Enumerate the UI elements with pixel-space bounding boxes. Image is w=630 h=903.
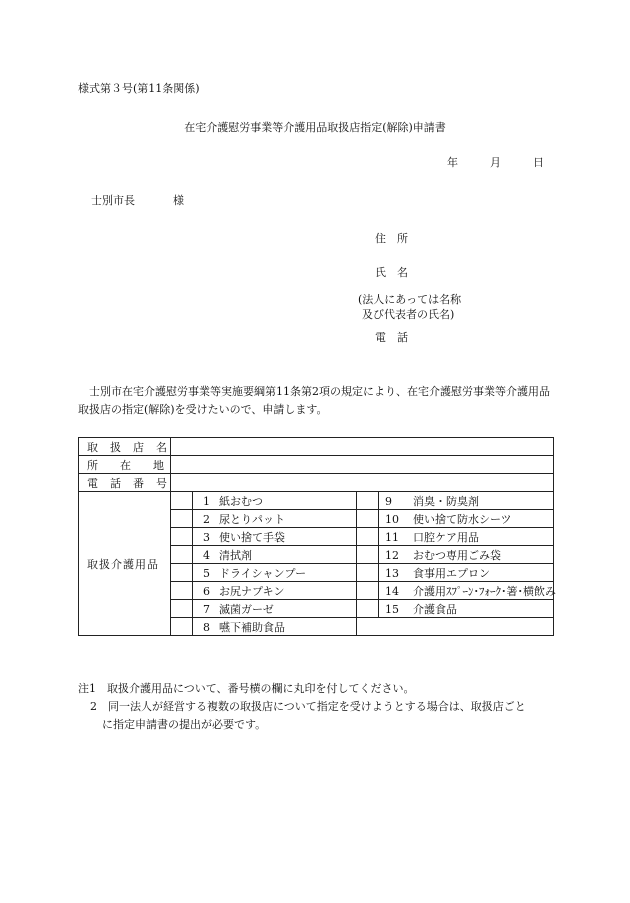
date-day: 日: [533, 156, 544, 169]
items-row: [79, 492, 554, 510]
application-table: [78, 437, 554, 636]
item-left: 4 清拭剤: [193, 546, 357, 564]
applicant-corporate-note: [358, 292, 461, 322]
store-name-field[interactable]: [171, 438, 554, 456]
item-mark-cell[interactable]: [357, 528, 379, 546]
form-number: 様式第３号(第11条関係): [78, 82, 200, 95]
note-1: 注1 取扱介護用品について、番号横の欄に丸印を付してください。: [78, 682, 415, 695]
note-2: [90, 698, 554, 734]
item-left: 1 紙おむつ: [193, 492, 357, 510]
applicant-address-label: 住 所: [375, 232, 408, 245]
store-name-label: 取扱店名: [79, 438, 171, 456]
item-right: 15 介護食品: [379, 600, 554, 618]
document-title: 在宅介護慰労事業等介護用品取扱店指定(解除)申請書: [184, 121, 446, 134]
item-mark-cell[interactable]: [171, 510, 193, 528]
item-left: 6 お尻ナプキン: [193, 582, 357, 600]
location-label: 所在地: [79, 456, 171, 474]
phone-row: [79, 474, 554, 492]
corporate-note-line2: 及び代表者の氏名): [362, 308, 455, 321]
item-left: 5 ドライシャンプー: [193, 564, 357, 582]
item-mark-cell[interactable]: [357, 564, 379, 582]
item-mark-cell[interactable]: [357, 492, 379, 510]
item-left: 3 使い捨て手袋: [193, 528, 357, 546]
addressee-name: 士別市長: [91, 194, 135, 207]
items-label: 取扱介護用品: [79, 492, 171, 636]
item-mark-cell[interactable]: [357, 510, 379, 528]
store-name-row: [79, 438, 554, 456]
corporate-note-line1: (法人にあっては名称: [358, 293, 462, 306]
item-mark-cell[interactable]: [357, 546, 379, 564]
item-mark-cell[interactable]: [357, 582, 379, 600]
applicant-phone-label: 電 話: [375, 331, 408, 344]
applicant-name-label: 氏 名: [375, 266, 408, 279]
date-month: 月: [490, 156, 501, 169]
empty-cell: [357, 618, 554, 636]
date-line: [447, 156, 544, 170]
item-mark-cell[interactable]: [171, 564, 193, 582]
item-right: 9 消臭・防臭剤: [379, 492, 554, 510]
item-mark-cell[interactable]: [171, 492, 193, 510]
note-2-line1: 2 同一法人が経営する複数の取扱店について指定を受けようとする場合は、取扱店ごと: [90, 700, 526, 713]
note-2-line2: に指定申請書の提出が必要です。: [102, 718, 267, 731]
item-mark-cell[interactable]: [171, 600, 193, 618]
item-mark-cell[interactable]: [357, 600, 379, 618]
item-right: 14 介護用ｽﾌﾟｰﾝ･ﾌｫｰｸ･箸･横飲み: [379, 582, 554, 600]
item-left: 7 滅菌ガーゼ: [193, 600, 357, 618]
addressee-honorific: 様: [173, 194, 184, 207]
item-left: 8 嚥下補助食品: [193, 618, 357, 636]
item-right: 10 使い捨て防水シーツ: [379, 510, 554, 528]
item-mark-cell[interactable]: [171, 618, 193, 636]
item-mark-cell[interactable]: [171, 582, 193, 600]
item-left: 2 尿とりパット: [193, 510, 357, 528]
item-mark-cell[interactable]: [171, 528, 193, 546]
item-right: 11 口腔ケア用品: [379, 528, 554, 546]
item-right: 13 食事用エプロン: [379, 564, 554, 582]
request-body-text: 士別市在宅介護慰労事業等実施要綱第11条第2項の規定により、在宅介護慰労事業等介護用品取扱店の指定(解除)を受けたいので、申請します。: [78, 385, 550, 416]
phone-field[interactable]: [171, 474, 554, 492]
addressee: [91, 194, 184, 208]
location-field[interactable]: [171, 456, 554, 474]
date-year: 年: [447, 156, 458, 169]
location-row: [79, 456, 554, 474]
item-mark-cell[interactable]: [171, 546, 193, 564]
item-right: 12 おむつ専用ごみ袋: [379, 546, 554, 564]
phone-label: 電話番号: [79, 474, 171, 492]
